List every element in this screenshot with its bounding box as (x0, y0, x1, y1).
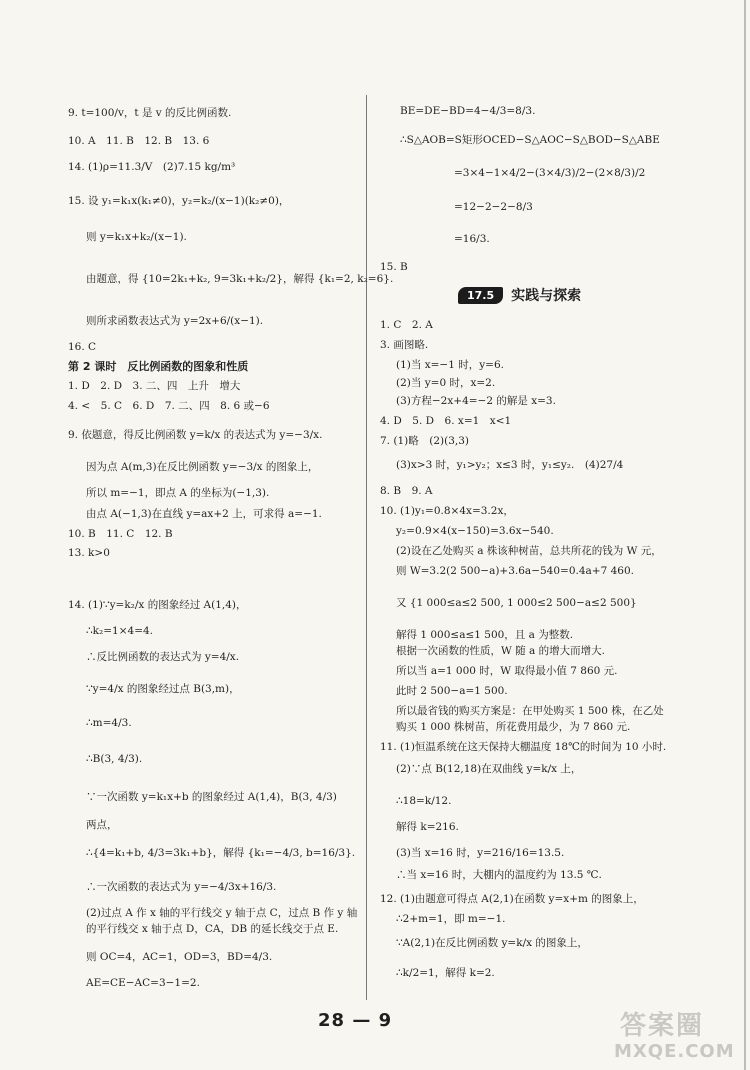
column-divider (366, 95, 367, 1000)
text-line: 所以最省钱的购买方案是：在甲处购买 1 500 株，在乙处 (396, 705, 664, 717)
text-line: 1. D 2. D 3. 二、四 上升 增大 (68, 380, 241, 392)
text-line: ∴2+m=1，即 m=−1. (396, 913, 506, 925)
text-line: 14. (1)∵y=k₂/x 的图象经过 A(1,4)， (68, 599, 247, 611)
text-line: ∴{4=k₁+b, 4/3=3k₁+b}，解得 {k₁=−4/3, b=16/3}. (86, 847, 356, 859)
text-line: 4. < 5. C 6. D 7. 二、四 8. 6 或−6 (68, 400, 270, 412)
text-line: ∵y=4/x 的图象经过点 B(3,m)， (86, 683, 240, 695)
text-line: 购买 1 000 株树苗，所花费用最少，为 7 860 元. (396, 721, 631, 733)
text-line: (2)当 y=0 时，x=2. (396, 377, 496, 389)
text-line: 16. C (68, 341, 97, 353)
text-line: 两点， (86, 819, 118, 831)
text-line: 9. 依题意，得反比例函数 y=k/x 的表达式为 y=−3/x. (68, 429, 323, 441)
text-line: 又 {1 000≤a≤2 500, 1 000≤2 500−a≤2 500} (396, 597, 637, 609)
text-line: 4. D 5. D 6. x=1 x<1 (380, 415, 512, 427)
text-line: 根据一次函数的性质，W 随 a 的增大而增大. (396, 645, 605, 657)
text-line: 3. 画图略. (380, 339, 429, 351)
text-line: 所以 m=−1，即点 A 的坐标为(−1,3). (86, 487, 270, 499)
text-line: 15. B (380, 261, 408, 273)
text-line: 11. (1)恒温系统在这天保持大棚温度 18℃的时间为 10 小时. (380, 741, 667, 753)
text-line: (2)∵点 B(12,18)在双曲线 y=k/x 上， (396, 763, 582, 775)
text-line: 解得 k=216. (396, 821, 459, 833)
text-line: ∴k₂=1×4=4. (86, 625, 154, 637)
text-line: 因为点 A(m,3)在反比例函数 y=−3/x 的图象上， (86, 461, 319, 473)
text-line: 则 OC=4，AC=1，OD=3，BD=4/3. (86, 951, 273, 963)
text-line: (3)方程−2x+4=−2 的解是 x=3. (396, 395, 556, 407)
section-number-badge: 17.5 (458, 287, 503, 304)
text-line: 此时 2 500−a=1 500. (396, 685, 508, 697)
watermark (610, 1005, 740, 1065)
text-line: AE=CE−AC=3−1=2. (86, 977, 200, 989)
text-line: 13. k>0 (68, 547, 110, 559)
watermark-bottom-text: MXQE.COM (614, 1041, 735, 1062)
text-line: (2)过点 A 作 x 轴的平行线交 y 轴于点 C，过点 B 作 y 轴 (86, 907, 358, 919)
text-line: 7. (1)略 (2)(3,3) (380, 435, 469, 447)
text-line: 12. (1)由题意可得点 A(2,1)在函数 y=x+m 的图象上， (380, 893, 644, 905)
page-edge (744, 0, 746, 1070)
text-line: 14. (1)ρ=11.3/V (2)7.15 kg/m³ (68, 161, 236, 173)
text-line: 10. B 11. C 12. B (68, 528, 173, 540)
text-line: (3)当 x=16 时，y=216/16=13.5. (396, 847, 565, 859)
text-line: 则所求函数表达式为 y=2x+6/(x−1). (86, 315, 264, 327)
text-line: 则 W=3.2(2 500−a)+3.6a−540=0.4a+7 460. (396, 565, 634, 577)
text-line: 8. B 9. A (380, 485, 433, 497)
text-line: y₂=0.9×4(x−150)=3.6x−540. (396, 525, 554, 537)
text-line: (1)当 x=−1 时，y=6. (396, 359, 504, 371)
text-line: 10. (1)y₁=0.8×4x=3.2x， (380, 505, 514, 517)
text-line: ∵A(2,1)在反比例函数 y=k/x 的图象上， (396, 937, 588, 949)
watermark-top-text: 答案圈 (620, 1011, 705, 1041)
text-line: ∴一次函数的表达式为 y=−4/3x+16/3. (86, 881, 277, 893)
text-line: 由点 A(−1,3)在直线 y=ax+2 上，可求得 a=−1. (86, 508, 322, 520)
text-line: ∵一次函数 y=k₁x+b 的图象经过 A(1,4)，B(3, 4/3) (86, 791, 337, 803)
text-line: ∴k/2=1，解得 k=2. (396, 967, 495, 979)
text-line: ∴B(3, 4/3). (86, 753, 143, 765)
text-line: 则 y=k₁x+k₂/(x−1). (86, 231, 187, 243)
text-line: =12−2−2−8/3 (454, 201, 533, 213)
text-line: 的平行线交 x 轴于点 D，CA，DB 的延长线交于点 E. (86, 923, 339, 935)
text-line: 所以当 a=1 000 时，W 取得最小值 7 860 元. (396, 665, 618, 677)
text-line: (3)x>3 时，y₁>y₂；x≤3 时，y₁≤y₂. (4)27/4 (396, 459, 624, 471)
text-line: =16/3. (454, 233, 490, 245)
lesson-heading: 第 2 课时 反比例函数的图象和性质 (68, 360, 249, 373)
text-line: ∴反比例函数的表达式为 y=4/x. (86, 651, 240, 663)
text-line: 解得 1 000≤a≤1 500，且 a 为整数. (396, 629, 574, 641)
section-title: 实践与探索 (511, 288, 582, 304)
text-line: =3×4−1×4/2−(3×4/3)/2−(2×8/3)/2 (454, 167, 646, 179)
text-line: 15. 设 y₁=k₁x(k₁≠0)，y₂=k₂/(x−1)(k₂≠0)， (68, 195, 290, 207)
text-line: (2)设在乙处购买 a 株该种树苗，总共所花的钱为 W 元， (396, 545, 662, 557)
text-line: ∴当 x=16 时，大棚内的温度约为 13.5 ℃. (396, 869, 602, 881)
text-line: BE=DE−BD=4−4/3=8/3. (400, 105, 536, 117)
text-line: 1. C 2. A (380, 319, 433, 331)
section-header (458, 284, 581, 306)
page-number: 28 — 9 (318, 1010, 393, 1031)
text-line: 由题意，得 {10=2k₁+k₂, 9=3k₁+k₂/2}，解得 {k₁=2, k₂=6}. (86, 273, 394, 285)
text-line: ∴S△AOB=S矩形OCED−S△AOC−S△BOD−S△ABE (400, 134, 660, 146)
text-line: ∴18=k/12. (396, 795, 452, 807)
text-line: 10. A 11. B 12. B 13. 6 (68, 135, 210, 147)
text-line: 9. t=100/v，t 是 v 的反比例函数. (68, 107, 232, 119)
text-line: ∴m=4/3. (86, 717, 132, 729)
